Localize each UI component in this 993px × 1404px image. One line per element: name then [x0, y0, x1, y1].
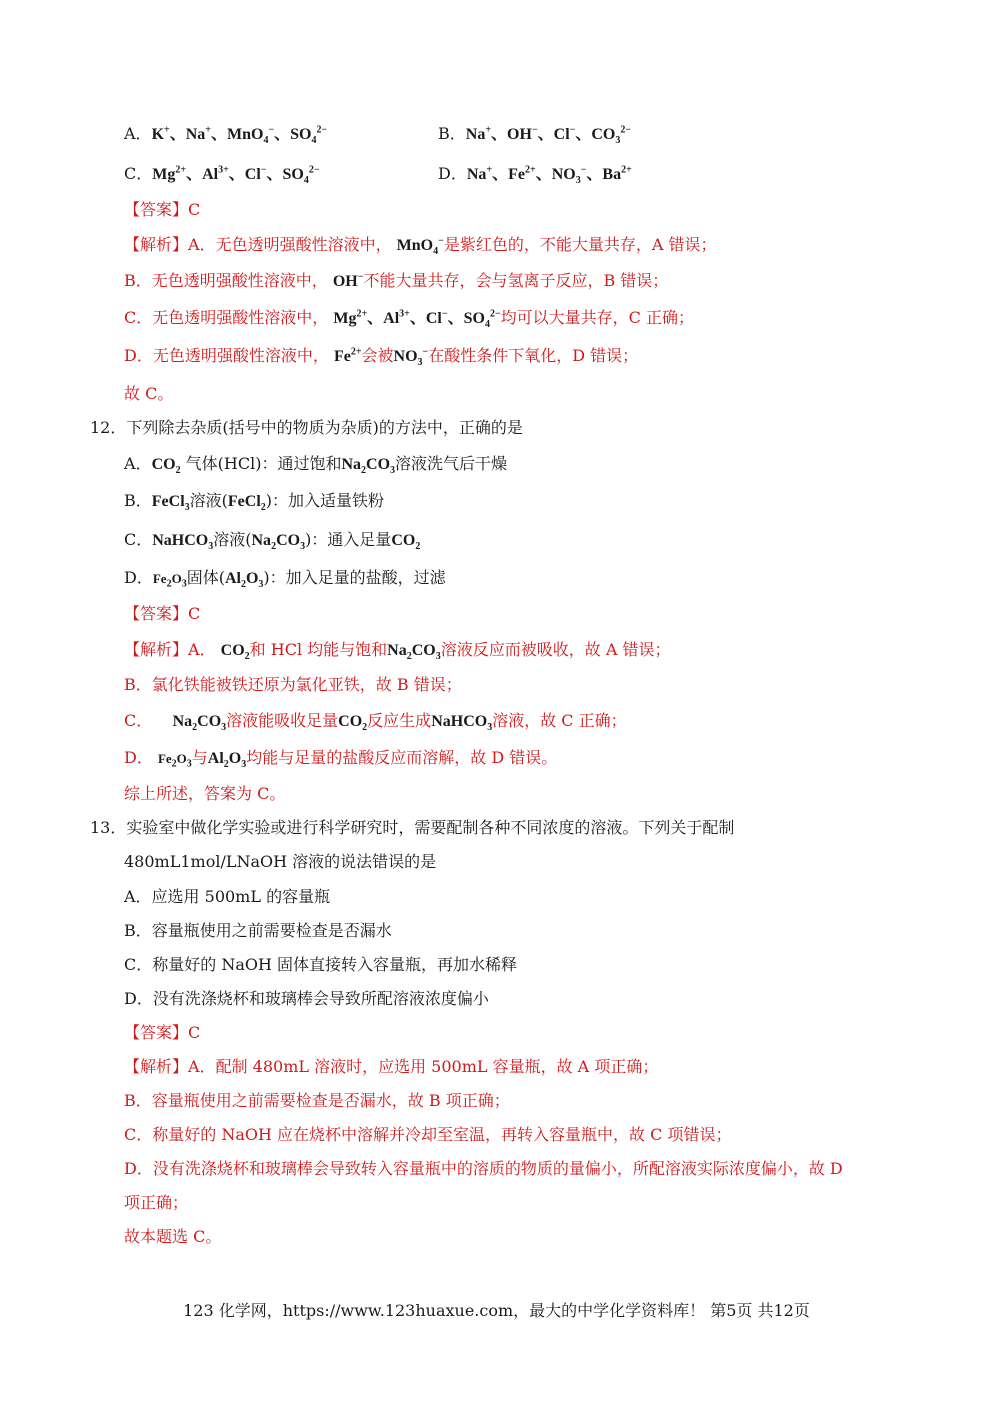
formula: Na+、OH−、Cl−、$CO_3^{2-}$	[465, 124, 632, 147]
question-text: 下列除去杂质(括号中的物质为杂质)的方法中，正确的是	[126, 418, 523, 437]
q12-answer	[124, 603, 200, 625]
formula: $Fe_2O_3$	[152, 571, 187, 590]
text: C．无色透明强酸性溶液中，	[124, 308, 329, 327]
text: 固体(	[186, 568, 225, 587]
answer-tag: 【答案】	[124, 200, 189, 219]
q12-stem	[90, 417, 523, 439]
formula: $CO_2$	[151, 456, 181, 477]
formula: NaHCO$_3$	[152, 532, 214, 553]
text: 溶液洗气后干燥	[395, 454, 508, 473]
option-label: A．	[124, 124, 152, 143]
formula: $Na_2CO_3$	[172, 713, 227, 734]
text: 与	[191, 748, 208, 767]
text: )：加入足量的盐酸，过滤	[263, 568, 446, 587]
question-number: 12．	[90, 418, 127, 437]
q12-option-b	[124, 490, 384, 513]
formula: FeCl$_3$	[151, 493, 190, 514]
q12-conclusion: 综上所述，答案为 C。	[124, 784, 286, 803]
text: 是紫红色的，不能大量共存，A 错误；	[443, 235, 717, 254]
q12-analysis-a	[124, 639, 670, 662]
text: 溶液能吸收足量	[226, 711, 339, 730]
q12-option-d	[124, 567, 446, 590]
formula: $CO_2$	[220, 642, 250, 663]
text: A．无色透明强酸性溶液中，	[188, 235, 392, 254]
text: 不能大量共存，会与氢离子反应，B 错误；	[363, 271, 669, 290]
option-label: D．	[438, 164, 467, 183]
text: )：通入足量	[305, 530, 392, 549]
formula: $Mg^{2+}$、$Al^{3+}$、Cl−、$SO_4^{2-}$	[333, 308, 501, 331]
page-footer: 123 化学网，https://www.123huaxue.com，最大的中学化学资料库！ 第5页 共12页	[183, 1301, 810, 1320]
text: 在酸性条件下氧化，D 错误；	[428, 346, 639, 365]
formula: $Al_2O_3$	[207, 750, 247, 771]
q13-analysis-d: D．没有洗涤烧杯和玻璃棒会导致转入容量瓶中的溶质的物质的量偏小，所配溶液实际浓度偏小，故 D	[124, 1159, 843, 1178]
formula: OH−	[332, 271, 364, 290]
answer-value: C	[188, 1023, 201, 1042]
q11-option-c	[124, 163, 320, 186]
text: 会被	[361, 346, 394, 365]
q11-conclusion: 故 C。	[124, 384, 174, 403]
formula: $Na_2CO_3$	[387, 642, 441, 663]
text: A．配制 480mL 溶液时，应选用 500mL 容量瓶，故 A 项正确；	[188, 1057, 659, 1076]
analysis-tag: 【解析】	[124, 1057, 189, 1076]
formula: $Al_2O_3$	[224, 570, 264, 591]
formula: $CO_2$	[391, 532, 421, 553]
text: 均可以大量共存，C 正确；	[500, 308, 694, 327]
q11-option-a	[124, 123, 327, 146]
q13-analysis-d-cont: 项正确；	[124, 1193, 189, 1212]
q13-option-b: B．容量瓶使用之前需要检查是否漏水	[124, 921, 392, 940]
analysis-tag: 【解析】	[124, 235, 189, 254]
formula: MnO$_4$−	[396, 235, 444, 258]
text: C．	[124, 711, 153, 730]
text: 溶液(	[213, 530, 252, 549]
q11-option-b	[438, 123, 631, 146]
q13-analysis-a	[124, 1056, 658, 1078]
text: 溶液反应而被吸收，故 A 错误；	[440, 640, 671, 659]
q13-stem	[90, 817, 734, 839]
q13-conclusion: 故本题选 C。	[124, 1227, 222, 1246]
option-label: A．	[124, 454, 152, 473]
q12-analysis-b: B．氯化铁能被铁还原为氯化亚铁，故 B 错误；	[124, 675, 462, 694]
q11-analysis-b	[124, 270, 668, 293]
analysis-tag: 【解析】	[124, 640, 189, 659]
formula: K+、Na+、MnO$_4$−、$SO_4^{2-}$	[151, 124, 328, 147]
q13-option-d: D．没有洗涤烧杯和玻璃棒会导致所配溶液浓度偏小	[124, 989, 489, 1008]
formula: $CO_2$	[338, 713, 368, 734]
text: A．	[188, 640, 216, 659]
text: 和 HCl 均能与饱和	[249, 640, 388, 659]
text: D．无色透明强酸性溶液中，	[124, 346, 329, 365]
answer-tag: 【答案】	[124, 1023, 189, 1042]
q12-option-a	[124, 453, 507, 476]
text: 气体(HCl)：通过饱和	[185, 454, 342, 473]
q13-analysis-b: B．容量瓶使用之前需要检查是否漏水，故 B 项正确；	[124, 1091, 510, 1110]
text: )：加入适量铁粉	[265, 491, 385, 510]
q12-analysis-c	[124, 710, 627, 733]
answer-value: C	[188, 200, 201, 219]
q11-analysis-d	[124, 345, 638, 368]
option-label: B．	[124, 491, 152, 510]
q13-stem-cont: 480mL1mol/LNaOH 溶液的说法错误的是	[124, 852, 437, 871]
text: D．	[124, 748, 153, 767]
formula: $Fe_2O_3$	[157, 751, 192, 770]
q13-answer	[124, 1022, 200, 1044]
q13-analysis-c: C．称量好的 NaOH 应在烧杯中溶解并冷却至室温，再转入容量瓶中，故 C 项错误；	[124, 1125, 732, 1144]
q11-analysis-c	[124, 307, 694, 330]
answer-value: C	[188, 604, 201, 623]
option-label: C．	[124, 164, 153, 183]
formula: NaHCO$_3$	[431, 713, 493, 734]
q11-option-d	[438, 163, 632, 186]
formula: $Mg^{2+}$、$Al^{3+}$、Cl−、$SO_4^{2-}$	[152, 164, 320, 187]
formula: $Fe^{2+}$	[333, 346, 362, 365]
question-number: 13．	[90, 818, 127, 837]
formula: FeCl$_2$	[227, 493, 266, 514]
text: 溶液，故 C 正确；	[492, 711, 627, 730]
formula: $NO_3^-$	[393, 346, 429, 369]
text: 反应生成	[367, 711, 432, 730]
formula: Na+、$Fe^{2+}$、$NO_3^-$、$Ba^{2+}$	[466, 164, 632, 187]
formula: $Na_2CO_3$	[251, 532, 306, 553]
text: B．无色透明强酸性溶液中，	[124, 271, 328, 290]
q13-option-c: C．称量好的 NaOH 固体直接转入容量瓶，再加水稀释	[124, 955, 518, 974]
formula: $Na_2CO_3$	[341, 456, 396, 477]
q11-analysis-a	[124, 234, 716, 257]
q12-analysis-d	[124, 747, 557, 770]
option-label: D．	[124, 568, 153, 587]
question-text: 实验室中做化学实验或进行科学研究时，需要配制各种不同浓度的溶液。下列关于配制	[126, 818, 735, 837]
q12-option-c	[124, 529, 420, 552]
option-label: C．	[124, 530, 153, 549]
q13-option-a: A．应选用 500mL 的容量瓶	[124, 887, 331, 906]
answer-tag: 【答案】	[124, 604, 189, 623]
option-label: B．	[438, 124, 466, 143]
text: 溶液(	[189, 491, 228, 510]
q11-answer	[124, 199, 200, 221]
text: 均能与足量的盐酸反应而溶解，故 D 错误。	[246, 748, 558, 767]
